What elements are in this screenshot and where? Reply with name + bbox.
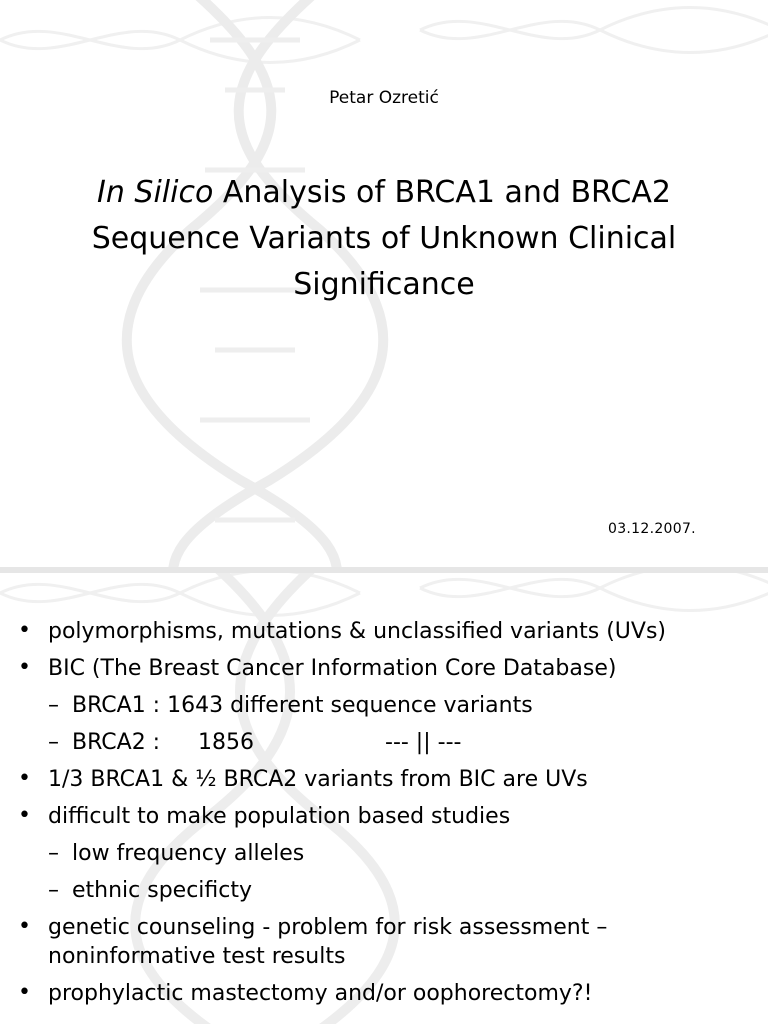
bullet-icon: • xyxy=(18,803,31,828)
list-item-label: BRCA2 : xyxy=(72,730,161,755)
list-item-text: BRCA1 : 1643 different sequence variants xyxy=(72,693,533,718)
title-main-part: Analysis of BRCA1 and BRCA2 Sequence Variants of Unknown Clinical Significance xyxy=(91,175,677,302)
sub-list-item xyxy=(18,876,758,905)
list-item-text: low frequency alleles xyxy=(72,841,305,866)
list-item-text: difficult to make population based studies xyxy=(48,804,511,829)
dash-icon: – xyxy=(48,841,59,866)
list-item xyxy=(18,654,758,683)
title-italic-part: In Silico xyxy=(97,175,214,210)
list-item-text: polymorphisms, mutations & unclassified variants (UVs) xyxy=(48,619,666,644)
author-name: Petar Ozretić xyxy=(329,88,439,108)
bullet-icon: • xyxy=(18,655,31,680)
dash-icon: – xyxy=(48,878,59,903)
sub-list-item xyxy=(18,728,758,757)
list-item xyxy=(18,913,758,971)
list-item xyxy=(18,765,758,794)
bullet-icon: • xyxy=(18,618,31,643)
list-item xyxy=(18,979,758,1008)
list-item-text: prophylactic mastectomy and/or oophorectomy?! xyxy=(48,981,593,1006)
list-item-text: genetic counseling - problem for risk assessment – noninformative test results xyxy=(48,915,608,969)
dash-icon: – xyxy=(48,693,59,718)
bullet-list xyxy=(18,617,758,1016)
list-item xyxy=(18,617,758,646)
bullet-icon: • xyxy=(18,980,31,1005)
bullet-icon: • xyxy=(18,914,31,939)
list-item-count: 1856 xyxy=(198,730,254,755)
dash-icon: – xyxy=(48,730,59,755)
sub-list-item xyxy=(18,691,758,720)
list-item-ditto: --- || --- xyxy=(385,730,462,755)
bullet-slide xyxy=(0,573,768,1024)
list-item-text: BIC (The Breast Cancer Information Core Database) xyxy=(48,656,617,681)
presentation-date: 03.12.2007. xyxy=(608,521,696,537)
bullet-icon: • xyxy=(18,766,31,791)
list-item xyxy=(18,802,758,831)
list-item-text: ethnic specificty xyxy=(72,878,253,903)
presentation-title xyxy=(60,170,708,308)
sub-list-item xyxy=(18,839,758,868)
list-item-text: 1/3 BRCA1 & ½ BRCA2 variants from BIC are UVs xyxy=(48,767,588,792)
